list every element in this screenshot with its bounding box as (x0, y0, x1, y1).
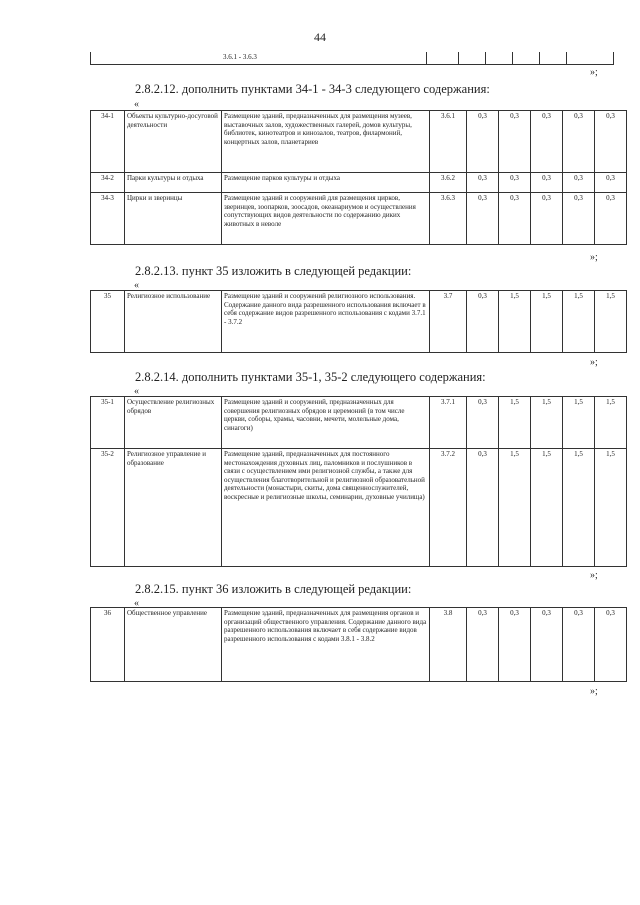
row-value: 0,3 (563, 608, 595, 682)
row-number: 35 (91, 291, 125, 353)
row-name: Осуществление религиозных обрядов (125, 397, 222, 449)
closing-quote: »; (590, 686, 598, 697)
row-value: 0,3 (595, 173, 627, 193)
row-value: 1,5 (499, 397, 531, 449)
data-table (90, 290, 627, 353)
table-row (91, 449, 627, 567)
page-number: 44 (314, 30, 326, 44)
opening-quote: « (134, 386, 139, 397)
row-value: 0,3 (499, 173, 531, 193)
closing-quote: »; (590, 252, 598, 263)
row-description: Размещение зданий и сооружений, предназначенных для совершения религиозных обрядов и церемоний (в том числе церкви, соборы, храмы, часовни, мечети, молельные дома, синагоги) (222, 397, 430, 449)
row-name: Парки культуры и отдыха (125, 173, 222, 193)
row-value: 1,5 (499, 291, 531, 353)
row-name: Цирки и зверинцы (125, 193, 222, 245)
row-code: 3.8 (430, 608, 467, 682)
row-number: 34-1 (91, 111, 125, 173)
row-description: Размещение зданий, предназначенных для размещения органов и организаций общественного управления. Содержание данного вида разрешенного использования включает в себя содержание видов разрешенного использования с кодами 3.8.1 - 3.8.2 (222, 608, 430, 682)
closing-quote: »; (590, 357, 598, 368)
row-name: Объекты культурно-досуговой деятельности (125, 111, 222, 173)
data-table (90, 396, 627, 567)
row-code: 3.6.1 (430, 111, 467, 173)
row-number: 35-2 (91, 449, 125, 567)
row-value: 0,3 (595, 111, 627, 173)
data-table (90, 110, 627, 245)
opening-quote: « (134, 99, 139, 110)
row-value: 1,5 (531, 449, 563, 567)
row-value: 1,5 (563, 291, 595, 353)
row-name: Общественное управление (125, 608, 222, 682)
row-number: 34-2 (91, 173, 125, 193)
table-row (91, 111, 627, 173)
row-value: 1,5 (563, 449, 595, 567)
row-value: 0,3 (467, 291, 499, 353)
table-row (91, 397, 627, 449)
section-heading: 2.8.2.13. пункт 35 изложить в следующей редакции: (135, 264, 412, 278)
section-heading: 2.8.2.15. пункт 36 изложить в следующей редакции: (135, 582, 412, 596)
row-value: 0,3 (595, 608, 627, 682)
row-value: 1,5 (531, 397, 563, 449)
row-value: 1,5 (595, 397, 627, 449)
table-row (91, 193, 627, 245)
table-row (91, 173, 627, 193)
row-value: 1,5 (595, 449, 627, 567)
row-value: 1,5 (531, 291, 563, 353)
row-code: 3.7.2 (430, 449, 467, 567)
data-table (90, 607, 627, 682)
row-description: Размещение зданий, предназначенных для размещения музеев, выставочных залов, художественных галерей, домов культуры, библиотек, кинотеатров и кинозалов, театров, филармоний, концертных залов, планетариев (222, 111, 430, 173)
section-heading: 2.8.2.12. дополнить пунктами 34-1 - 34-3 следующего содержания: (135, 82, 490, 96)
table-row (91, 291, 627, 353)
row-value: 0,3 (467, 111, 499, 173)
row-value: 0,3 (531, 608, 563, 682)
row-name: Религиозное использование (125, 291, 222, 353)
row-code: 3.6.2 (430, 173, 467, 193)
opening-quote: « (134, 280, 139, 291)
row-name: Религиозное управление и образование (125, 449, 222, 567)
row-value: 0,3 (531, 173, 563, 193)
row-value: 0,3 (563, 173, 595, 193)
section-heading: 2.8.2.14. дополнить пунктами 35-1, 35-2 следующего содержания: (135, 370, 486, 384)
row-number: 35-1 (91, 397, 125, 449)
row-value: 0,3 (467, 173, 499, 193)
row-value: 0,3 (531, 111, 563, 173)
row-description: Размещение зданий и сооружений для размещения цирков, зверинцев, зоопарков, зоосадов, океанариумов и осуществления сопутствующих видов деятельности по содержанию диких животных в неволе (222, 193, 430, 245)
row-value: 0,3 (499, 608, 531, 682)
table-row (91, 608, 627, 682)
previous-table-fragment (90, 52, 614, 65)
row-value: 1,5 (563, 397, 595, 449)
row-value: 0,3 (563, 111, 595, 173)
row-value: 0,3 (563, 193, 595, 245)
row-value: 0,3 (467, 397, 499, 449)
row-code: 3.7.1 (430, 397, 467, 449)
row-value: 0,3 (531, 193, 563, 245)
opening-quote: « (134, 598, 139, 609)
row-code: 3.6.3 (430, 193, 467, 245)
row-number: 34-3 (91, 193, 125, 245)
previous-code-range: 3.6.1 - 3.6.3 (223, 53, 257, 61)
closing-quote: »; (590, 570, 598, 581)
row-value: 1,5 (595, 291, 627, 353)
row-value: 0,3 (467, 449, 499, 567)
closing-quote: »; (590, 67, 598, 78)
row-description: Размещение зданий и сооружений религиозного использования. Содержание данного вида разрешенного использования включает в себя содержание видов разрешенного использования с кодами 3.7.1 - 3.7.2 (222, 291, 430, 353)
row-value: 0,3 (467, 193, 499, 245)
row-value: 0,3 (499, 193, 531, 245)
row-description: Размещение зданий, предназначенных для постоянного местонахождения духовных лиц, паломников и послушников в связи с осуществлением ими религиозной службы, а также для осуществления благотворительной и религиозной образовательной деятельности (монастыри, скиты, дома священнослужителей, воскресные и религиозные школы, семинарии, духовные училища) (222, 449, 430, 567)
row-number: 36 (91, 608, 125, 682)
row-value: 1,5 (499, 449, 531, 567)
row-value: 0,3 (467, 608, 499, 682)
row-description: Размещение парков культуры и отдыха (222, 173, 430, 193)
row-value: 0,3 (595, 193, 627, 245)
row-code: 3.7 (430, 291, 467, 353)
row-value: 0,3 (499, 111, 531, 173)
